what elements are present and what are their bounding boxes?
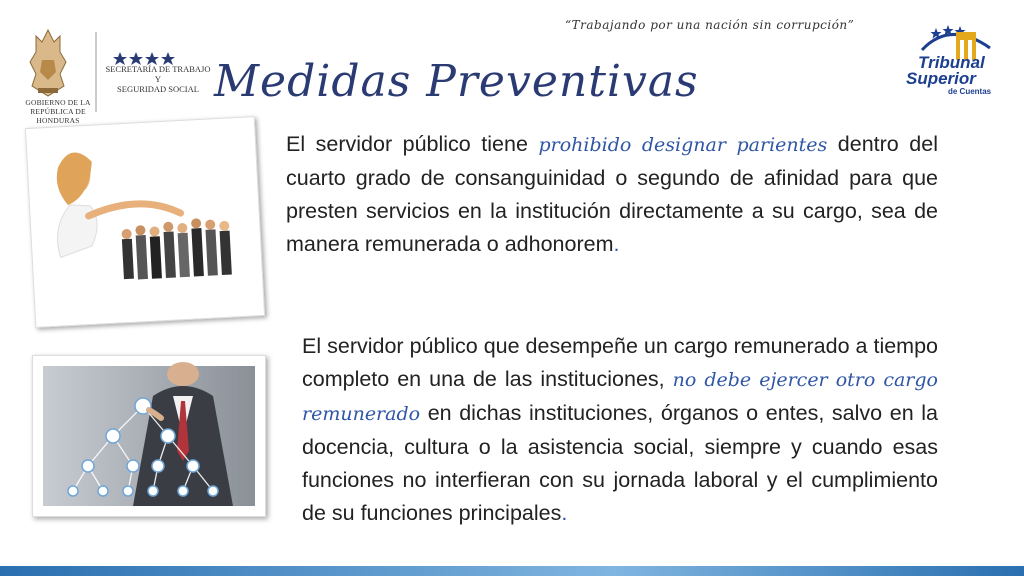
photo-woman-selecting-people <box>25 116 265 328</box>
page-title: Medidas Preventivas <box>214 56 699 107</box>
paragraph-no-other-position <box>302 330 938 530</box>
gov-logo-line2: REPÚBLICA DE HONDURAS <box>30 107 86 125</box>
tsc-logo-line2: Superior <box>906 69 976 88</box>
para2-text-after: en dichas instituciones, órganos o entes, salvo en la docencia, cultura o la asistencia social, siempre y cuando esas funciones no interfieran con su jornada laboral y el cumplimiento de su funciones principales <box>302 401 938 525</box>
para2-end: . <box>561 501 568 525</box>
para2-highlight: no debe ejercer otro cargo remunerado <box>302 369 938 425</box>
para2-text-before: El servidor público que desempeñe un cargo remunerado a tiempo completo en una de las instituciones, <box>302 334 938 391</box>
network-diagram-icon <box>33 356 265 516</box>
para1-text-after: dentro del cuarto grado de consanguinidad o segundo de afinidad para que presten servicios en la institución directamente a su cargo, sea de manera remunerada o adhonorem <box>286 132 938 256</box>
para1-end: . <box>613 232 620 256</box>
gov-logo-text <box>18 98 98 125</box>
bottom-accent-bar <box>0 566 1024 576</box>
sts-logo-line2: SEGURIDAD SOCIAL <box>117 84 199 94</box>
tsc-logo-line3: de Cuentas <box>948 87 992 96</box>
woman-selecting-icon <box>26 117 264 327</box>
tsc-logo-line1: Tribunal <box>918 53 985 72</box>
motto: “Trabajando por una nación sin corrupción” <box>565 18 855 32</box>
gov-logo-line1: GOBIERNO DE LA <box>25 98 91 107</box>
coat-of-arms-icon <box>30 30 66 96</box>
sts-logo-line1: SECRETARÍA DE TRABAJO Y <box>105 64 211 84</box>
para1-highlight: prohibido designar parientes <box>538 134 828 156</box>
paragraph-prohibition-relatives <box>286 128 938 261</box>
tsc-logo <box>900 22 1000 100</box>
para1-text-before: El servidor público tiene <box>286 132 539 156</box>
sts-logo-text <box>104 64 212 94</box>
photo-business-network <box>32 355 266 517</box>
